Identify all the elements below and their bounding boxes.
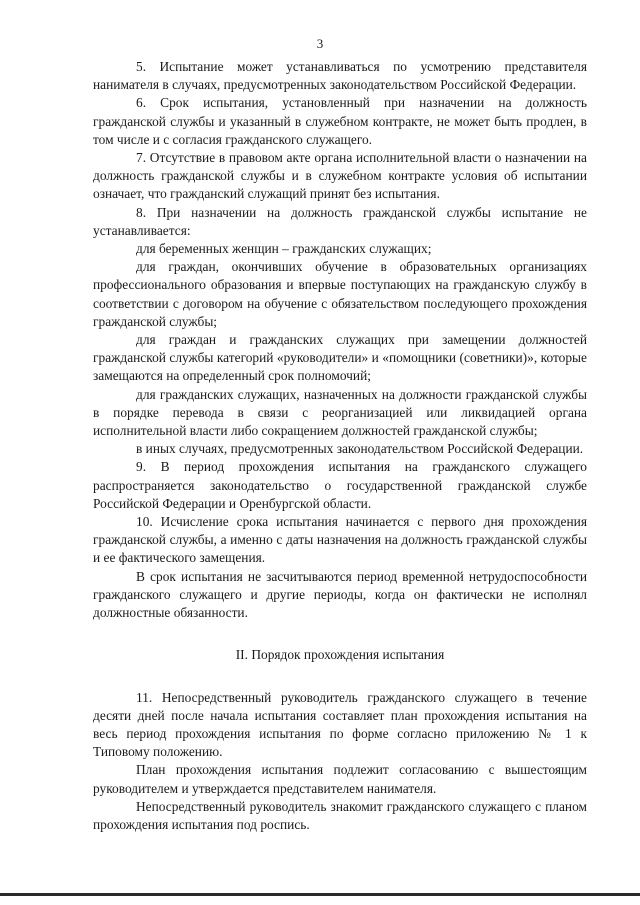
paragraph-8-item-other: в иных случаях, предусмотренных законодательством Российской Федерации. [136, 441, 584, 457]
paragraph-8-item-transferred: для гражданских служащих, назначенных на должности гражданской службы в порядке перевода в связи с реорганизацией или ликвидацией органа исполнительной власти либо сокращением должностей гражданской службы; [93, 386, 587, 439]
section-heading: II. Порядок прохождения испытания [235, 647, 445, 663]
paragraph-9: 9. В период прохождения испытания на гражданского служащего распространяется законодательство о государственной гражданской службе Российской Федерации и Оренбургской области. [93, 459, 587, 511]
document-body [93, 58, 587, 834]
paragraph-7: 7. Отсутствие в правовом акте органа исполнительной власти о назначении на должность гражданской службы и в служебном контракте условия об испытании означает, что гражданский служащий принят без испытания. [93, 150, 587, 202]
paragraph-8-item-pregnant: для беременных женщин – гражданских служащих; [136, 241, 432, 257]
paragraph-5: 5. Испытание может устанавливаться по усмотрению представителя нанимателя в случаях, предусмотренных законодательством Российской Федерации. [93, 59, 587, 93]
paragraph-8-item-graduates: для граждан, окончивших обучение в образовательных организациях профессионального образования и впервые поступающих на гражданскую службу в соответствии с договором на обучение с обязательством последующего прохождения гражданской службы; [93, 259, 587, 329]
paragraph-11-plan-approval: План прохождения испытания подлежит согласованию с вышестоящим руководителем и утверждается представителем нанимателя. [93, 762, 587, 796]
scan-edge-line [0, 893, 640, 896]
paragraph-10-note: В срок испытания не засчитываются период временной нетрудоспособности гражданского служащего и другие периоды, когда он фактически не исполнял должностные обязанности. [93, 568, 587, 621]
paragraph-8: 8. При назначении на должность гражданской службы испытание не устанавливается: [93, 204, 587, 238]
paragraph-10: 10. Исчисление срока испытания начинается с первого дня прохождения гражданской службы, а именно с даты назначения на должность гражданской службы и ее фактического замещения. [93, 514, 587, 566]
page-number: 3 [316, 36, 324, 51]
paragraph-8-item-managers: для граждан и гражданских служащих при замещении должностей гражданской службы категорий «руководители» и «помощники (советники)», которые замещаются на определенный срок полномочий; [93, 332, 587, 384]
paragraph-11: 11. Непосредственный руководитель гражданского служащего в течение десяти дней после начала испытания составляет план прохождения испытания на весь период прохождения испытания по форме согласно приложению № 1 к Типовому положению. [93, 689, 587, 760]
paragraph-11-plan-signature: Непосредственный руководитель знакомит гражданского служащего с планом прохождения испытания под роспись. [93, 798, 587, 832]
paragraph-6: 6. Срок испытания, установленный при назначении на должность гражданской службы и указанный в служебном контракте, не может быть продлен, в том числе и с согласия гражданского служащего. [93, 95, 587, 147]
